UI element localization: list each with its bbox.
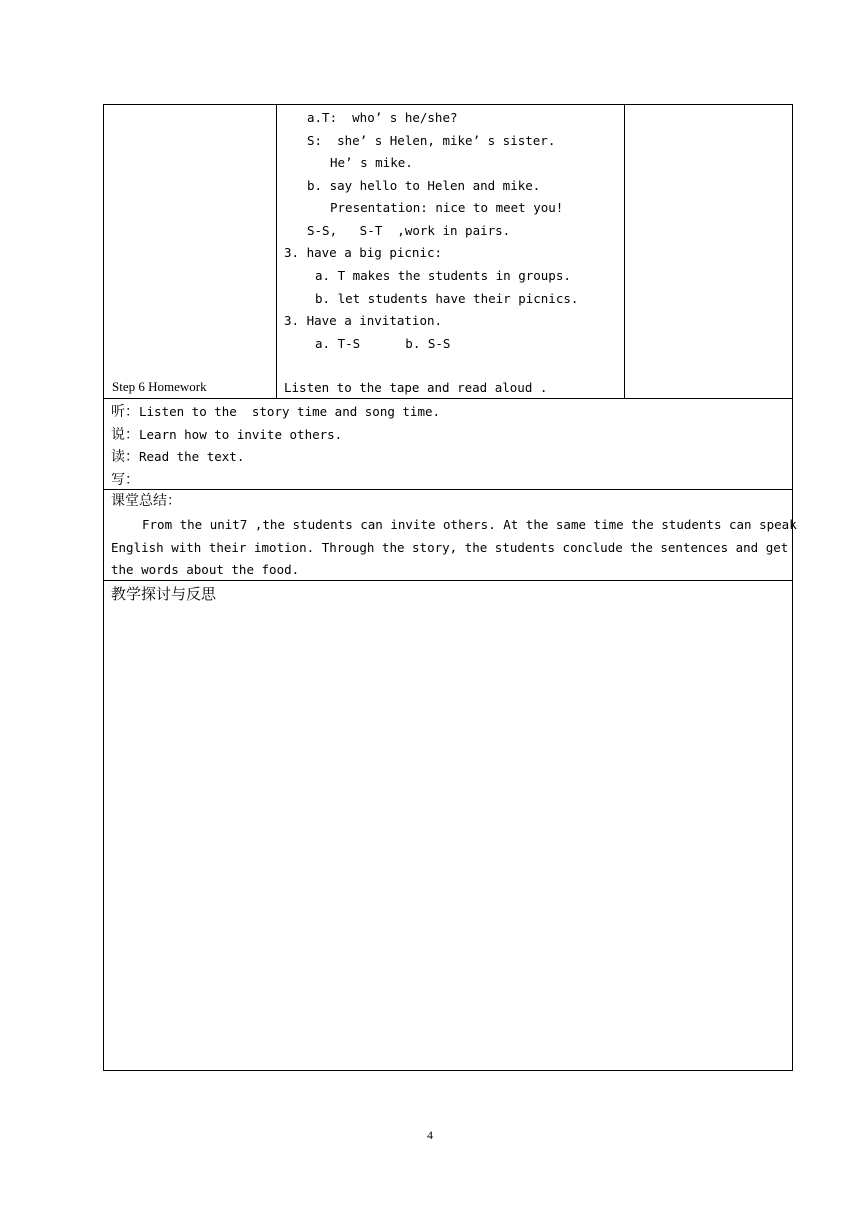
reflection-row: [104, 581, 792, 1070]
skill-write: [111, 471, 139, 488]
activity-line: S-S, S-T ,work in pairs.: [307, 223, 511, 238]
skill-label: 说：: [111, 427, 139, 443]
activity-line: a.T: who’ s he/she?: [307, 110, 458, 125]
activity-line: b. let students have their picnics.: [315, 291, 579, 306]
skills-row: [104, 399, 792, 490]
activity-line: Presentation: nice to meet you!: [330, 200, 564, 215]
notes-column: [625, 105, 792, 398]
activity-line: He’ s mike.: [330, 155, 413, 170]
activity-line: a. T-S b. S-S: [315, 336, 451, 351]
activity-line: a. T makes the students in groups.: [315, 268, 571, 283]
activity-row: [104, 105, 792, 399]
summary-row: [104, 490, 797, 581]
reflection-title: 教学探讨与反思: [111, 585, 217, 603]
step-column: [104, 105, 276, 398]
lesson-plan-table: [103, 104, 797, 1071]
skill-listen: [111, 403, 440, 420]
activity-line: b. say hello to Helen and mike.: [307, 178, 541, 193]
summary-line: English with their imotion. Through the story, the students conclude the sentences and get: [111, 540, 789, 555]
summary-line: the words about the food.: [111, 562, 300, 577]
skill-speak: [111, 426, 342, 443]
summary-title: 课堂总结：: [111, 493, 181, 509]
skill-text: Listen to the story time and song time.: [139, 404, 441, 419]
summary-line: From the unit7 ,the students can invite others. At the same time the students can speak: [142, 517, 797, 532]
skill-read: [111, 448, 244, 465]
skill-label: 听：: [111, 404, 139, 420]
activity-line: 3. Have a invitation.: [284, 313, 443, 328]
skill-label: 写：: [111, 472, 139, 488]
page-number: 4: [427, 1128, 433, 1142]
step-label: Step 6 Homework: [112, 379, 207, 394]
activity-line: Listen to the tape and read aloud .: [284, 380, 548, 395]
skill-label: 读：: [111, 449, 139, 465]
skill-text: Learn how to invite others.: [139, 427, 343, 442]
skill-text: Read the text.: [139, 449, 245, 464]
activity-column: [276, 105, 625, 398]
activity-line: S: she’ s Helen, mike’ s sister.: [307, 133, 556, 148]
activity-line: 3. have a big picnic:: [284, 245, 443, 260]
